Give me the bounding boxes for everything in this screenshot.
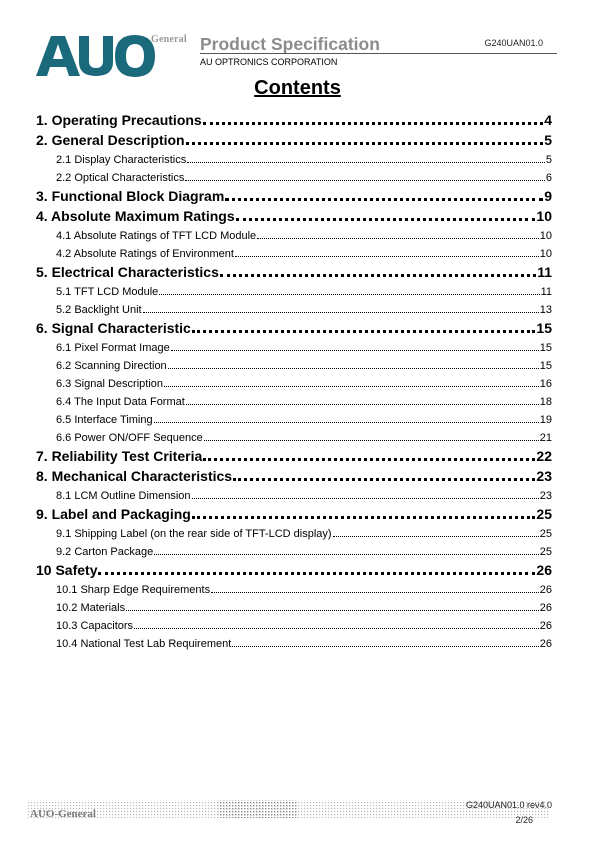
footer-brand: AUO-General (30, 808, 96, 820)
document-title: Product Specification (200, 34, 380, 54)
toc-entry-page: 11 (537, 264, 552, 280)
toc-entry-title: 10.2 Materials (56, 602, 126, 614)
toc-entry-page: 5 (544, 132, 552, 148)
toc-entry-title: 4.1 Absolute Ratings of TFT LCD Module (56, 230, 257, 242)
toc-entry-title: 10 Safety (36, 562, 98, 578)
toc-dot-leader (235, 256, 539, 257)
toc-subsection-entry[interactable] (36, 298, 552, 316)
toc-subsection-entry[interactable] (36, 372, 552, 390)
toc-section-entry[interactable] (36, 316, 552, 336)
toc-dot-leader (143, 312, 539, 313)
toc-entry-title: 6.3 Signal Description (56, 378, 164, 390)
toc-entry-page: 23 (539, 490, 552, 502)
toc-subsection-entry[interactable] (36, 596, 552, 614)
toc-dot-leader (333, 536, 539, 537)
toc-entry-title: 10.1 Sharp Edge Requirements (56, 584, 211, 596)
toc-entry-page: 19 (539, 414, 552, 426)
document-code: G240UAN01.0 (484, 38, 543, 48)
toc-subsection-entry[interactable] (36, 408, 552, 426)
toc-entry-page: 11 (540, 286, 552, 298)
toc-entry-title: 9.2 Carton Package (56, 546, 154, 558)
toc-entry-page: 10 (539, 230, 552, 242)
company-name: AU OPTRONICS CORPORATION (200, 57, 338, 67)
toc-dot-leader (186, 142, 544, 145)
toc-dot-leader (164, 386, 539, 387)
toc-entry-page: 26 (539, 602, 552, 614)
toc-subsection-entry[interactable] (36, 426, 552, 444)
toc-entry-title: 6. Signal Characteristic (36, 320, 191, 336)
toc-entry-page: 26 (536, 562, 552, 578)
toc-dot-leader (98, 572, 535, 575)
toc-entry-title: 5. Electrical Characteristics (36, 264, 219, 280)
toc-dot-leader (159, 294, 539, 295)
toc-subsection-entry[interactable] (36, 224, 552, 242)
toc-entry-page: 23 (536, 468, 552, 484)
toc-entry-title: 6.1 Pixel Format Image (56, 342, 170, 354)
toc-entry-title: 9.1 Shipping Label (on the rear side of TFT-LCD display) (56, 528, 332, 540)
toc-entry-title: 9. Label and Packaging (36, 506, 191, 522)
toc-dot-leader (220, 274, 536, 277)
toc-section-entry[interactable] (36, 108, 552, 128)
toc-dot-leader (192, 516, 536, 519)
toc-entry-title: 6.4 The Input Data Format (56, 396, 185, 408)
toc-dot-leader (225, 198, 543, 201)
page-number: 2/26 (515, 815, 533, 825)
auo-logo (36, 35, 156, 77)
toc-section-entry[interactable] (36, 558, 552, 578)
logo-general-tag: General (151, 34, 187, 45)
toc-subsection-entry[interactable] (36, 336, 552, 354)
toc-dot-leader (203, 122, 543, 125)
toc-entry-page: 26 (539, 638, 552, 650)
toc-subsection-entry[interactable] (36, 242, 552, 260)
toc-dot-leader (171, 350, 539, 351)
toc-entry-page: 5 (545, 154, 552, 166)
toc-dot-leader (233, 478, 535, 481)
toc-dot-leader (232, 646, 538, 647)
toc-subsection-entry[interactable] (36, 354, 552, 372)
toc-dot-leader (186, 404, 539, 405)
contents-heading: Contents (254, 77, 341, 99)
toc-section-entry[interactable] (36, 128, 552, 148)
toc-entry-page: 25 (539, 546, 552, 558)
toc-dot-leader (154, 422, 539, 423)
toc-entry-page: 6 (545, 172, 552, 184)
toc-subsection-entry[interactable] (36, 632, 552, 650)
toc-dot-leader (154, 554, 539, 555)
toc-dot-leader (203, 458, 535, 461)
toc-subsection-entry[interactable] (36, 280, 552, 298)
toc-entry-title: 10.4 National Test Lab Requirement (56, 638, 232, 650)
toc-section-entry[interactable] (36, 260, 552, 280)
toc-entry-page: 15 (539, 342, 552, 354)
toc-dot-leader (185, 180, 544, 181)
toc-dot-leader (211, 592, 539, 593)
toc-subsection-entry[interactable] (36, 484, 552, 502)
toc-entry-page: 21 (539, 432, 552, 444)
toc-entry-title: 6.2 Scanning Direction (56, 360, 167, 372)
header-divider (200, 53, 557, 54)
toc-subsection-entry[interactable] (36, 390, 552, 408)
toc-entry-page: 26 (539, 620, 552, 632)
toc-entry-page: 10 (539, 248, 552, 260)
toc-subsection-entry[interactable] (36, 166, 552, 184)
toc-entry-title: 7. Reliability Test Criteria (36, 448, 203, 464)
toc-entry-title: 4. Absolute Maximum Ratings (36, 208, 235, 224)
toc-entry-title: 8.1 LCM Outline Dimension (56, 490, 191, 502)
toc-entry-page: 18 (539, 396, 552, 408)
toc-dot-leader (236, 218, 536, 221)
toc-entry-page: 15 (536, 320, 552, 336)
toc-entry-title: 2.1 Display Characteristics (56, 154, 187, 166)
toc-subsection-entry[interactable] (36, 578, 552, 596)
toc-entry-title: 6.5 Interface Timing (56, 414, 153, 426)
toc-subsection-entry[interactable] (36, 148, 552, 166)
toc-entry-page: 15 (539, 360, 552, 372)
toc-entry-title: 2.2 Optical Characteristics (56, 172, 185, 184)
toc-entry-title: 4.2 Absolute Ratings of Environment (56, 248, 234, 260)
toc-entry-page: 9 (544, 188, 552, 204)
toc-entry-page: 25 (539, 528, 552, 540)
toc-dot-leader (257, 238, 539, 239)
toc-entry-title: 1. Operating Precautions (36, 112, 202, 128)
toc-subsection-entry[interactable] (36, 522, 552, 540)
toc-entry-title: 10.3 Capacitors (56, 620, 134, 632)
table-of-contents (36, 108, 552, 650)
toc-entry-page: 4 (544, 112, 552, 128)
toc-dot-leader (204, 440, 539, 441)
toc-entry-page: 22 (536, 448, 552, 464)
toc-dot-leader (168, 368, 539, 369)
toc-entry-title: 8. Mechanical Characteristics (36, 468, 233, 484)
footer-document-revision: G240UAN01.0 rev4.0 (465, 800, 552, 810)
toc-dot-leader (192, 498, 539, 499)
toc-entry-title: 6.6 Power ON/OFF Sequence (56, 432, 203, 444)
toc-entry-page: 16 (539, 378, 552, 390)
toc-entry-page: 13 (539, 304, 552, 316)
toc-dot-leader (134, 628, 539, 629)
toc-dot-leader (187, 162, 545, 163)
toc-subsection-entry[interactable] (36, 614, 552, 632)
toc-entry-title: 5.1 TFT LCD Module (56, 286, 159, 298)
toc-subsection-entry[interactable] (36, 540, 552, 558)
toc-entry-title: 3. Functional Block Diagram (36, 188, 225, 204)
toc-entry-title: 2. General Description (36, 132, 185, 148)
toc-dot-leader (192, 330, 536, 333)
toc-dot-leader (126, 610, 539, 611)
toc-section-entry[interactable] (36, 444, 552, 464)
toc-entry-title: 5.2 Backlight Unit (56, 304, 142, 316)
toc-section-entry[interactable] (36, 464, 552, 484)
toc-section-entry[interactable] (36, 204, 552, 224)
toc-entry-page: 26 (539, 584, 552, 596)
toc-section-entry[interactable] (36, 184, 552, 204)
toc-section-entry[interactable] (36, 502, 552, 522)
toc-entry-page: 25 (536, 506, 552, 522)
toc-entry-page: 10 (536, 208, 552, 224)
